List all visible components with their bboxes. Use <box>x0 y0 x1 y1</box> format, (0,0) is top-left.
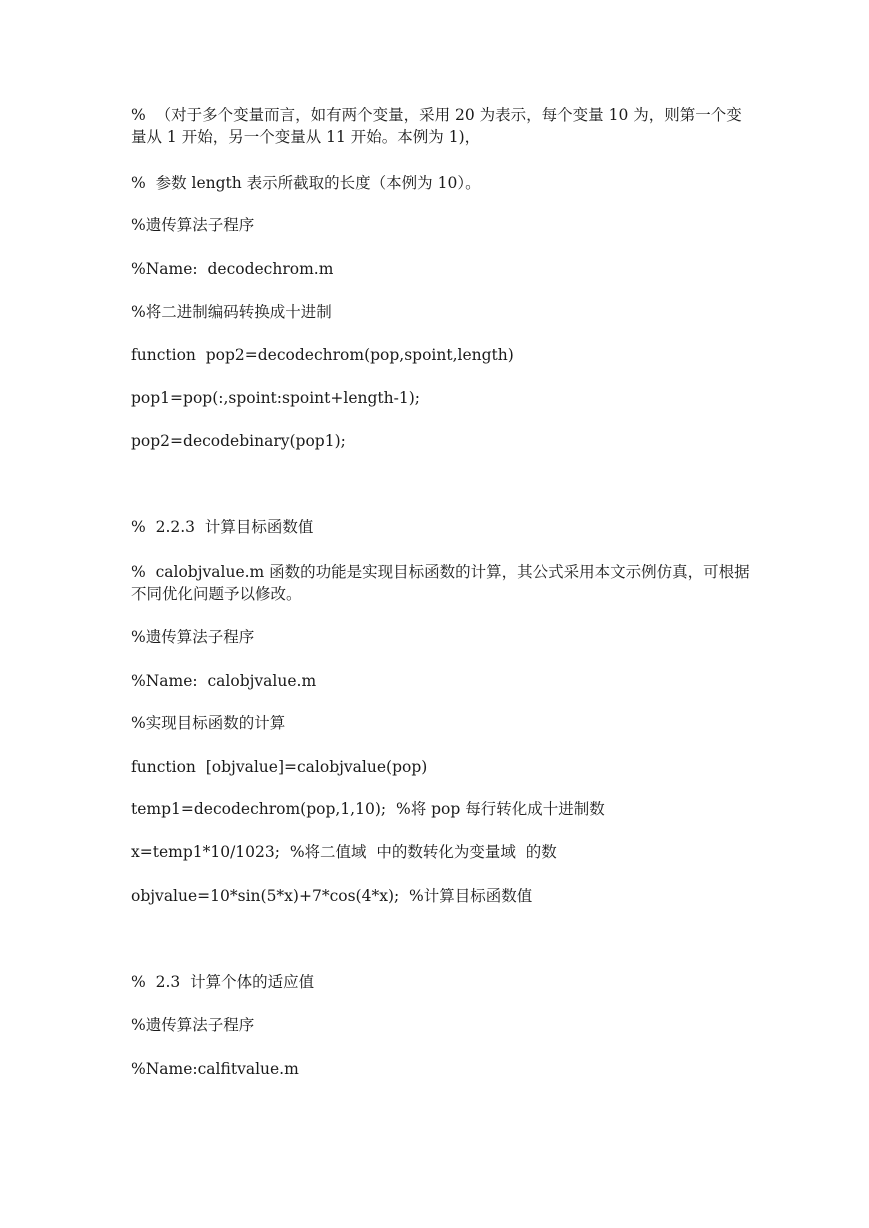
code-temp1-assign: temp1=decodechrom(pop,1,10); %将 pop 每行转化成十进制数 <box>131 800 605 818</box>
section-heading-fitness: % 2.3 计算个体的适应值 <box>131 973 315 991</box>
comment-ga-subroutine: %遗传算法子程序 <box>131 1016 255 1034</box>
code-pop2-assign: pop2=decodebinary(pop1); <box>131 432 346 450</box>
code-objvalue-assign: objvalue=10*sin(5*x)+7*cos(4*x); %计算目标函数值 <box>131 887 533 905</box>
comment-ga-subroutine: %遗传算法子程序 <box>131 216 255 234</box>
code-function-calobjvalue: function [objvalue]=calobjvalue(pop) <box>131 758 428 776</box>
comment-name-calobjvalue: %Name: calobjvalue.m <box>131 672 317 690</box>
code-x-assign: x=temp1*10/1023; %将二值域 中的数转化为变量域 的数 <box>131 843 557 861</box>
comment-length-param: % 参数 length 表示所截取的长度（本例为 10）。 <box>131 174 481 192</box>
comment-binary-to-decimal: %将二进制编码转换成十进制 <box>131 303 332 321</box>
comment-name-decodechrom: %Name: decodechrom.m <box>131 260 334 278</box>
section-heading-calc-objective: % 2.2.3 计算目标函数值 <box>131 518 314 536</box>
comment-name-calfitvalue: %Name:calfitvalue.m <box>131 1060 299 1078</box>
comment-objective-calc: %实现目标函数的计算 <box>131 714 286 732</box>
comment-calobjvalue-description: % calobjvalue.m 函数的功能是实现目标函数的计算，其公式采用本文示例仿真，可根据不同优化问题予以修改。 <box>131 563 750 603</box>
comment-ga-subroutine: %遗传算法子程序 <box>131 628 255 646</box>
code-function-decodechrom: function pop2=decodechrom(pop,spoint,length) <box>131 346 514 364</box>
comment-variable-encoding: % （对于多个变量而言，如有两个变量，采用 20 为表示，每个变量 10 为，则第一个变量从 1 开始，另一个变量从 11 开始。本例为 1)， <box>131 106 742 146</box>
code-pop1-assign: pop1=pop(:,spoint:spoint+length-1); <box>131 389 420 407</box>
